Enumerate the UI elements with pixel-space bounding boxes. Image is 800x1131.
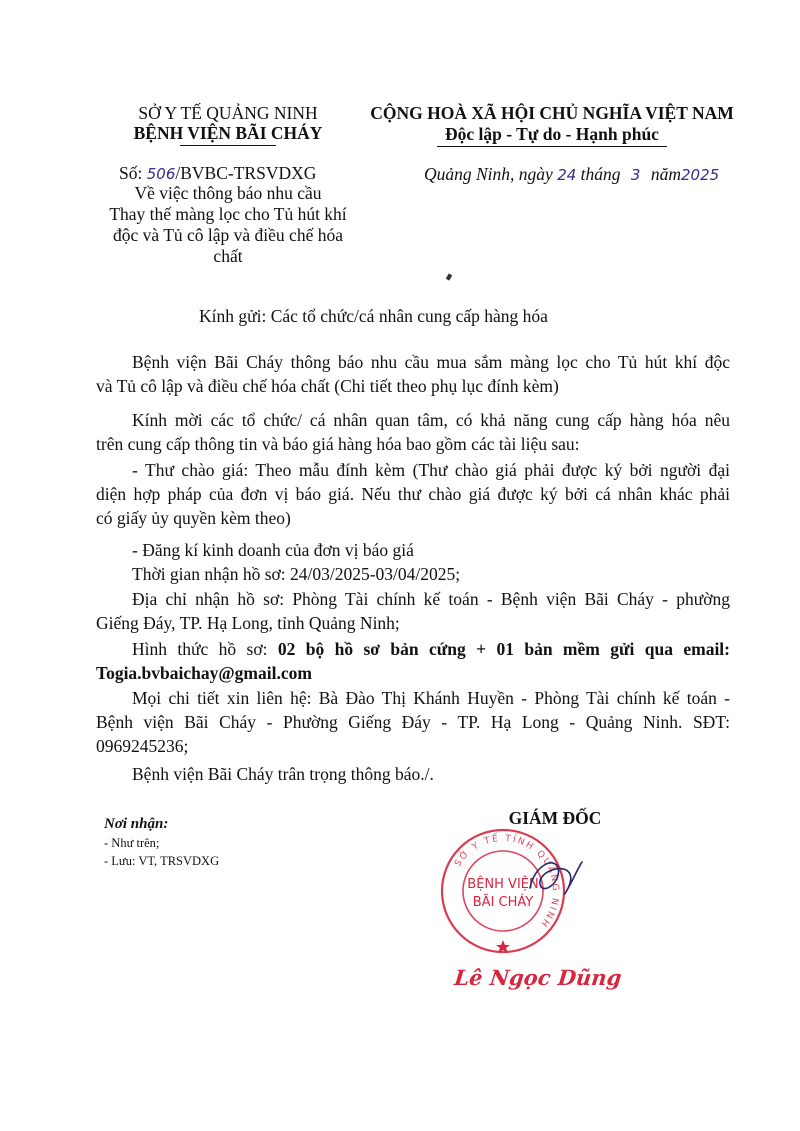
submission-label: Hình thức hồ sơ:: [132, 639, 268, 659]
subject-line: chất: [213, 246, 243, 266]
body-line: trên cung cấp thông tin và báo giá hàng hóa bao gồm các tài liệu sau:: [96, 434, 580, 454]
body-line: Kính mời các tổ chức/ cá nhân quan tâm, có khả năng cung cấp hàng hóa nêu: [132, 410, 730, 430]
paragraph-quotation-letter: [96, 458, 730, 530]
submission-detail: 02 bộ hồ sơ bản cứng + 01 bản mềm gửi qua email:: [277, 639, 730, 659]
body-line: Bệnh viện Bãi Cháy - Phường Giếng Đáy - TP. Hạ Long - Quảng Ninh. SĐT:: [96, 712, 730, 732]
date-year-label: năm: [650, 164, 681, 184]
pen-mark: [446, 273, 452, 280]
hospital-name: BỆNH VIỆN BÃI CHÁY: [133, 123, 323, 143]
date-month-label: tháng: [580, 164, 621, 184]
body-line: Bệnh viện Bãi Cháy thông báo nhu cầu mua sắm màng lọc cho Tủ hút khí độc: [132, 352, 730, 372]
date-place-label: Quảng Ninh, ngày: [424, 164, 553, 184]
recipient-item: - Lưu: VT, TRSVDXG: [104, 854, 220, 868]
director-title: GIÁM ĐỐC: [508, 808, 602, 828]
stamp-line: BỆNH VIỆN: [467, 877, 539, 892]
recipients-block: [104, 816, 219, 870]
paragraph-business-license: [96, 538, 730, 562]
body-line: - Thư chào giá: Theo mẫu đính kèm (Thư chào giá phải được ký bởi người đại: [132, 460, 730, 480]
doc-number-prefix: Số:: [119, 163, 143, 183]
body-line: Thời gian nhận hồ sơ: 24/03/2025-03/04/2025;: [132, 564, 461, 584]
body-line: có giấy ủy quyền kèm theo): [96, 508, 291, 528]
date-month-handwritten: 3: [630, 166, 641, 184]
national-motto: Độc lập - Tự do - Hạnh phúc: [445, 124, 659, 144]
body-line: diện hợp pháp của đơn vị báo giá. Nếu thư chào giá được ký bởi cá nhân khác phải: [96, 484, 730, 504]
paragraph-receiving-address: [96, 587, 730, 635]
signature-stroke: [530, 862, 582, 894]
paragraph-closing: [96, 762, 730, 786]
subject-line: Thay thế màng lọc cho Tủ hút khí: [109, 204, 347, 224]
body-line: Địa chỉ nhận hồ sơ: Phòng Tài chính kế toán - Bệnh viện Bãi Cháy - phường: [132, 589, 730, 609]
doc-number-handwritten: 506: [146, 165, 176, 183]
hospital-underline: [180, 145, 276, 146]
stamp-line: BÃI CHÁY: [472, 895, 534, 910]
subject-line: Về việc thông báo nhu cầu: [134, 183, 322, 203]
body-line: - Đăng kí kinh doanh của đơn vị báo giá: [132, 540, 414, 560]
body-line: Mọi chi tiết xin liên hệ: Bà Đào Thị Khánh Huyền - Phòng Tài chính kế toán -: [132, 688, 730, 708]
director-name: Lê Ngọc Dũng: [453, 965, 623, 990]
stamp-ring-text: SỞ Y TẾ TỈNH QUẢNG NINH: [453, 833, 561, 930]
body-line: 0969245236;: [96, 736, 189, 756]
paragraph-invitation: [96, 408, 730, 456]
subject-line: độc và Tủ cô lập và điều chế hóa: [112, 225, 343, 245]
handwritten-signature: [520, 848, 590, 908]
body-line: và Tủ cô lập và điều chế hóa chất (Chi tiết theo phụ lục đính kèm): [96, 376, 559, 396]
document-subject: [84, 183, 372, 267]
document-number: [119, 163, 316, 184]
department-name: SỞ Y TẾ QUẢNG NINH: [138, 103, 318, 123]
contact-email: Togia.bvbaichay@gmail.com: [96, 663, 312, 683]
paragraph-receiving-time: [96, 562, 730, 586]
body-line: [96, 637, 730, 661]
recipients-title: Nơi nhận:: [104, 816, 169, 832]
recipient-item: - Như trên;: [104, 836, 160, 850]
doc-number-suffix: /BVBC-TRSVDXG: [175, 163, 317, 183]
issue-date: [424, 164, 719, 185]
recipient-line: Kính gửi: Các tổ chức/cá nhân cung cấp hàng hóa: [199, 306, 548, 326]
date-day-handwritten: 24: [557, 166, 577, 184]
body-line: Giếng Đáy, TP. Hạ Long, tỉnh Quảng Ninh;: [96, 613, 400, 633]
date-year-handwritten: 2025: [680, 166, 720, 184]
nation-title: CỘNG HOÀ XÃ HỘI CHỦ NGHĨA VIỆT NAM: [370, 103, 734, 123]
paragraph-contact: [96, 686, 730, 758]
paragraph-submission-form: [96, 637, 730, 685]
motto-underline: [437, 146, 667, 147]
paragraph-purpose: [96, 350, 730, 398]
body-line: Bệnh viện Bãi Cháy trân trọng thông báo./.: [132, 764, 434, 784]
